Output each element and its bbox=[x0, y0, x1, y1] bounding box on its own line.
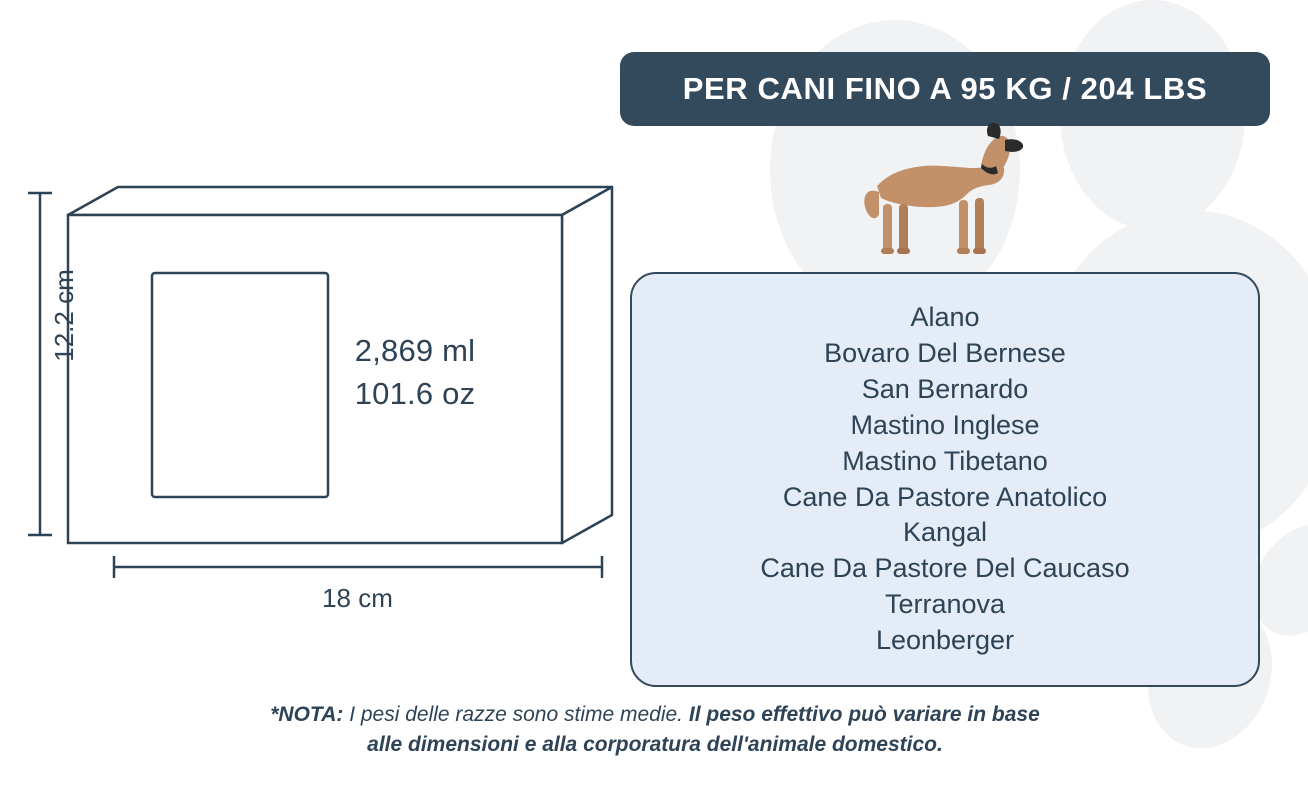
footnote-line-1 bbox=[140, 700, 1170, 730]
height-label: 12.2 cm bbox=[48, 269, 79, 362]
footnote bbox=[140, 700, 1170, 761]
list-item: Kangal bbox=[902, 517, 988, 548]
volume-ml-label: 2,869 ml bbox=[354, 333, 476, 368]
breeds-list-card bbox=[630, 272, 1260, 687]
footnote-regular-text: I pesi delle razze sono stime medie. bbox=[343, 703, 689, 726]
list-item: Alano bbox=[910, 301, 980, 332]
list-item: Cane Da Pastore Anatolico bbox=[782, 481, 1108, 512]
list-item: San Bernardo bbox=[861, 373, 1029, 404]
footnote-line-2 bbox=[140, 730, 1170, 760]
height-dimension-arrow bbox=[20, 183, 60, 545]
width-dimension-arrow bbox=[100, 552, 616, 582]
header-banner bbox=[620, 52, 1270, 126]
list-item: Bovaro Del Bernese bbox=[824, 337, 1066, 368]
great-dane-dog-icon bbox=[855, 120, 1025, 275]
footnote-lead: *NOTA: bbox=[270, 703, 344, 726]
volume-oz-label: 101.6 oz bbox=[354, 375, 476, 411]
list-item: Mastino Inglese bbox=[850, 409, 1040, 440]
width-label: 18 cm bbox=[322, 583, 393, 613]
footnote-bold-text-1: Il peso effettivo può variare in base bbox=[688, 703, 1040, 726]
list-item: Mastino Tibetano bbox=[842, 445, 1048, 476]
product-dimensions-diagram bbox=[0, 0, 640, 700]
footnote-bold-text-2: alle dimensioni e alla corporatura dell'animale domestico. bbox=[367, 733, 943, 757]
list-item: Cane Da Pastore Del Caucaso bbox=[760, 553, 1130, 584]
list-item: Leonberger bbox=[875, 625, 1015, 656]
volume-labels bbox=[250, 330, 580, 416]
header-title: PER CANI FINO A 95 KG / 204 LBS bbox=[682, 71, 1208, 106]
list-item: Terranova bbox=[884, 589, 1006, 620]
